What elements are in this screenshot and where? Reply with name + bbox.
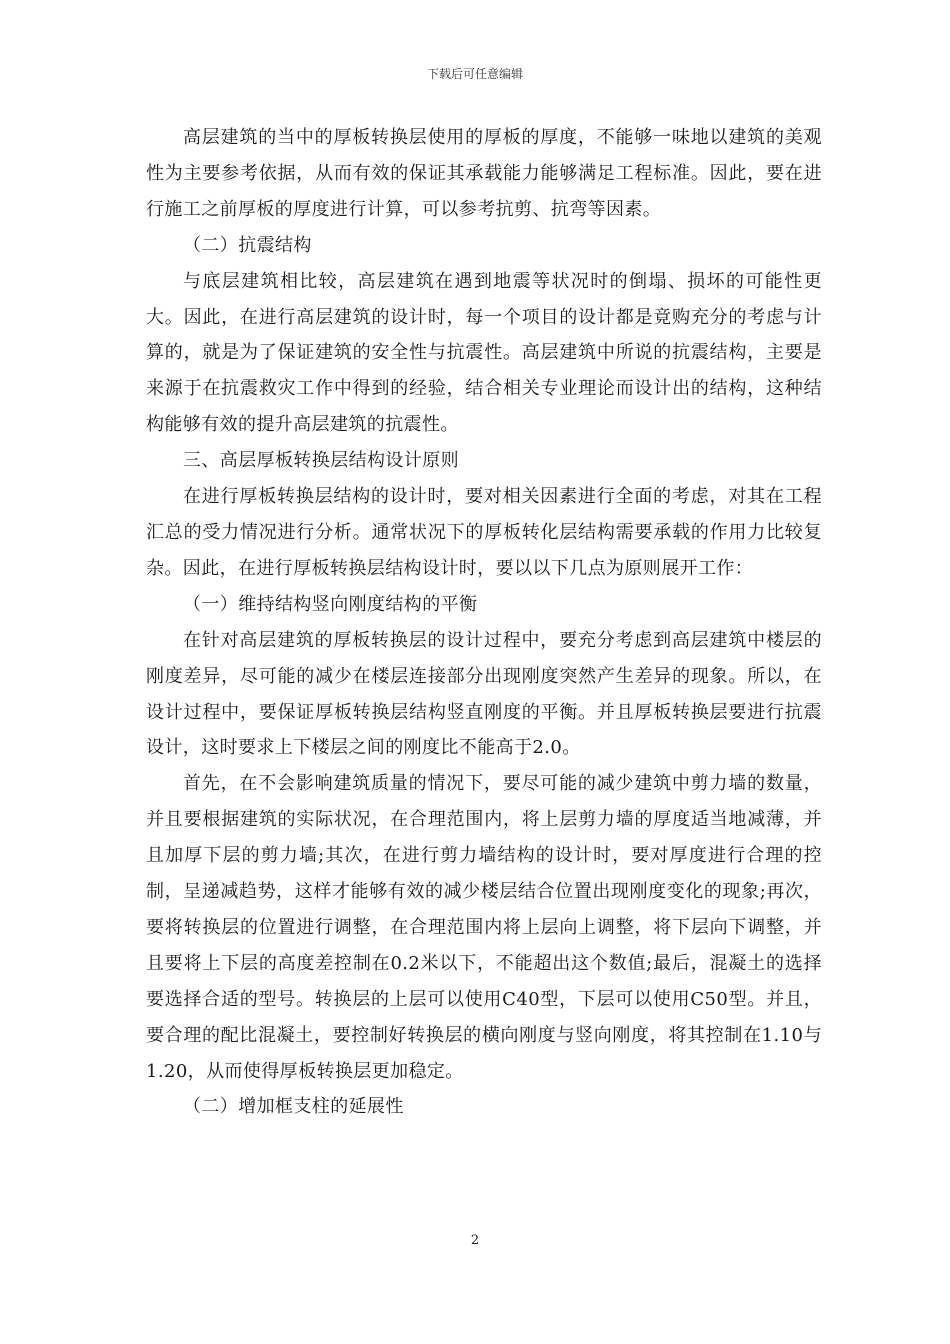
section-heading-design-principles: 三、高层厚板转换层结构设计原则: [183, 450, 459, 472]
paragraph-stiffness-measures: 首先，在不会影响建筑质量的情况下，要尽可能的减少建筑中剪力墙的数量，并且要根据建筑的实际状况，在合理范围内，将上层剪力墙的厚度适当地减薄，并且加厚下层的剪力墙;其次，在进行剪力墙结构的设计时，要对厚度进行合理的控制，呈递减趋势，这样才能够有效的减少楼层结合位置出现刚度变化的现象;再次，要将转换层的位置进行调整，在合理范围内将上层向上调整，将下层向下调整，并且要将上下层的高度差控制在0.2米以下，不能超出这个数值;最后，混凝土的选择要选择合适的型号。转换层的上层可以使用C40型，下层可以使用C50型。并且，要合理的配比混凝土，要控制好转换层的横向刚度与竖向刚度，将其控制在1.10与1.20，从而使得厚板转换层更加稳定。: [146, 773, 822, 1082]
paragraph-vertical-stiffness: 在针对高层建筑的厚板转换层的设计过程中，要充分考虑到高层建筑中楼层的刚度差异，尽可能的减少在楼层连接部分出现刚度突然产生差异的现象。所以，在设计过程中，要保证厚板转换层结构竖直刚度的平衡。并且厚板转换层要进行抗震设计，这时要求上下楼层之间的刚度比不能高于2.0。: [146, 629, 822, 759]
paragraph-seismic-structure: 与底层建筑相比较，高层建筑在遇到地震等状况时的倒塌、损坏的可能性更大。因此，在进行高层建筑的设计时，每一个项目的设计都是竟购充分的考虑与计算的，就是为了保证建筑的安全性与抗震性。高层建筑中所说的抗震结构，主要是来源于在抗震救灾工作中得到的经验，结合相关专业理论而设计出的结构，这种结构能够有效的提升高层建筑的抗震性。: [146, 270, 822, 436]
page-number: 2: [470, 1233, 480, 1248]
section-heading-seismic-structure: （二）抗震结构: [183, 234, 312, 256]
paragraph-thick-plate-thickness: 高层建筑的当中的厚板转换层使用的厚板的厚度，不能够一味地以建筑的美观性为主要参考依据，从而有效的保证其承载能力能够满足工程标准。因此，要在进行施工之前厚板的厚度进行计算，可以参考抗剪、抗弯等因素。: [146, 127, 822, 220]
page-header: 下载后可任意编辑: [426, 67, 523, 81]
section-heading-column-ductility: （二）增加框支柱的延展性: [183, 1096, 404, 1118]
paragraph-design-principles-intro: 在进行厚板转换层结构的设计时，要对相关因素进行全面的考虑，对其在工程汇总的受力情况进行分析。通常状况下的厚板转化层结构需要承载的作用力比较复杂。因此，在进行厚板转换层结构设计时，要以以下几点为原则展开工作：: [146, 486, 822, 579]
section-heading-vertical-stiffness: （一）维持结构竖向刚度结构的平衡: [183, 593, 478, 615]
document-body: [146, 120, 822, 1125]
